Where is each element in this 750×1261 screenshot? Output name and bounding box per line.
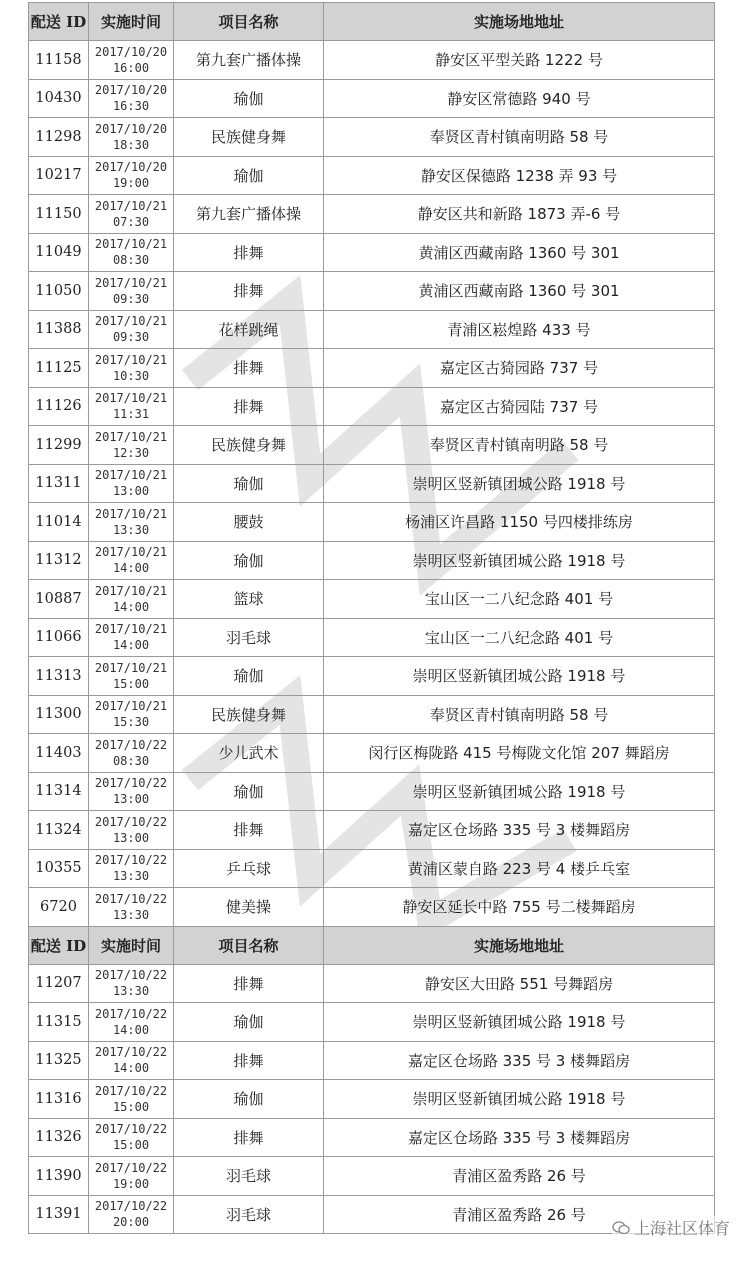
date-text: 2017/10/22	[94, 1083, 168, 1098]
time-cell	[89, 118, 174, 157]
time-cell	[89, 888, 174, 927]
address-cell: 静安区平型关路 1222 号	[324, 41, 715, 80]
address-cell: 静安区常德路 940 号	[324, 79, 715, 118]
date-text: 2017/10/21	[94, 545, 168, 560]
table-row	[29, 1041, 715, 1080]
date-text: 2017/10/21	[94, 237, 168, 252]
time-text: 13:30	[112, 869, 150, 884]
table-row	[29, 426, 715, 465]
time-text: 13:00	[112, 484, 150, 499]
table-row	[29, 888, 715, 927]
time-cell	[89, 41, 174, 80]
address-cell: 奉贤区青村镇南明路 58 号	[324, 426, 715, 465]
id-cell: 11312	[29, 541, 89, 580]
address-cell: 黄浦区西藏南路 1360 号 301	[324, 272, 715, 311]
id-cell: 10887	[29, 580, 89, 619]
time-text: 15:00	[112, 1099, 150, 1114]
header-project: 项目名称	[174, 926, 324, 964]
table-row	[29, 233, 715, 272]
project-cell: 民族健身舞	[174, 426, 324, 465]
address-cell: 黄浦区西藏南路 1360 号 301	[324, 233, 715, 272]
address-cell: 杨浦区许昌路 1150 号四楼排练房	[324, 503, 715, 542]
date-text: 2017/10/22	[94, 853, 168, 868]
address-cell: 崇明区竖新镇团城公路 1918 号	[324, 657, 715, 696]
source-watermark	[612, 1216, 730, 1239]
id-cell: 11158	[29, 41, 89, 80]
time-cell	[89, 310, 174, 349]
table-row	[29, 734, 715, 773]
wechat-icon	[612, 1221, 630, 1235]
project-cell: 第九套广播体操	[174, 195, 324, 234]
project-cell: 民族健身舞	[174, 695, 324, 734]
id-cell: 11150	[29, 195, 89, 234]
project-cell: 瑜伽	[174, 772, 324, 811]
table-row	[29, 580, 715, 619]
time-text: 13:30	[112, 984, 150, 999]
time-text: 16:30	[112, 99, 150, 114]
table-header-row	[29, 3, 715, 41]
id-cell: 10217	[29, 156, 89, 195]
time-text: 14:00	[112, 1061, 150, 1076]
time-cell	[89, 426, 174, 465]
address-cell: 奉贤区青村镇南明路 58 号	[324, 695, 715, 734]
table-row	[29, 349, 715, 388]
time-text: 15:00	[112, 1138, 150, 1153]
date-text: 2017/10/21	[94, 391, 168, 406]
date-text: 2017/10/20	[94, 44, 168, 59]
id-cell: 11391	[29, 1195, 89, 1234]
project-cell: 排舞	[174, 272, 324, 311]
time-cell	[89, 464, 174, 503]
id-cell: 11313	[29, 657, 89, 696]
header-time: 实施时间	[89, 3, 174, 41]
address-cell: 崇明区竖新镇团城公路 1918 号	[324, 772, 715, 811]
time-text: 14:00	[112, 638, 150, 653]
time-text: 19:00	[112, 176, 150, 191]
project-cell: 羽毛球	[174, 1157, 324, 1196]
table-row	[29, 79, 715, 118]
schedule-table	[28, 2, 715, 1234]
time-cell	[89, 233, 174, 272]
time-text: 16:00	[112, 60, 150, 75]
time-text: 15:30	[112, 715, 150, 730]
time-text: 08:30	[112, 253, 150, 268]
schedule-container	[28, 2, 714, 1234]
time-cell	[89, 79, 174, 118]
table-row	[29, 272, 715, 311]
id-cell: 11299	[29, 426, 89, 465]
address-cell: 黄浦区蒙自路 223 号 4 楼乒乓室	[324, 849, 715, 888]
table-row	[29, 1157, 715, 1196]
id-cell: 11325	[29, 1041, 89, 1080]
time-cell	[89, 1080, 174, 1119]
time-cell	[89, 1118, 174, 1157]
id-cell: 11300	[29, 695, 89, 734]
table-row	[29, 387, 715, 426]
time-cell	[89, 387, 174, 426]
time-cell	[89, 1003, 174, 1042]
address-cell: 静安区共和新路 1873 弄-6 号	[324, 195, 715, 234]
time-text: 08:30	[112, 753, 150, 768]
time-cell	[89, 272, 174, 311]
table-row	[29, 772, 715, 811]
address-cell: 闵行区梅陇路 415 号梅陇文化馆 207 舞蹈房	[324, 734, 715, 773]
table-row	[29, 310, 715, 349]
time-text: 13:30	[112, 907, 150, 922]
project-cell: 瑜伽	[174, 79, 324, 118]
id-cell: 11324	[29, 811, 89, 850]
id-cell: 10355	[29, 849, 89, 888]
date-text: 2017/10/20	[94, 160, 168, 175]
address-cell: 静安区延长中路 755 号二楼舞蹈房	[324, 888, 715, 927]
address-cell: 奉贤区青村镇南明路 58 号	[324, 118, 715, 157]
id-cell: 10430	[29, 79, 89, 118]
time-cell	[89, 503, 174, 542]
address-cell: 青浦区盈秀路 26 号	[324, 1195, 715, 1234]
time-cell	[89, 695, 174, 734]
time-cell	[89, 580, 174, 619]
project-cell: 腰鼓	[174, 503, 324, 542]
id-cell: 11403	[29, 734, 89, 773]
date-text: 2017/10/22	[94, 776, 168, 791]
address-cell: 嘉定区仓场路 335 号 3 楼舞蹈房	[324, 811, 715, 850]
id-cell: 11314	[29, 772, 89, 811]
date-text: 2017/10/21	[94, 352, 168, 367]
table-row	[29, 541, 715, 580]
time-cell	[89, 156, 174, 195]
date-text: 2017/10/21	[94, 468, 168, 483]
address-cell: 崇明区竖新镇团城公路 1918 号	[324, 541, 715, 580]
address-cell: 宝山区一二八纪念路 401 号	[324, 618, 715, 657]
project-cell: 排舞	[174, 349, 324, 388]
address-cell: 静安区保德路 1238 弄 93 号	[324, 156, 715, 195]
date-text: 2017/10/21	[94, 198, 168, 213]
table-row	[29, 618, 715, 657]
table-row	[29, 118, 715, 157]
date-text: 2017/10/20	[94, 121, 168, 136]
project-cell: 乒乓球	[174, 849, 324, 888]
address-cell: 嘉定区仓场路 335 号 3 楼舞蹈房	[324, 1118, 715, 1157]
time-cell	[89, 195, 174, 234]
time-cell	[89, 1157, 174, 1196]
id-cell: 11126	[29, 387, 89, 426]
project-cell: 排舞	[174, 233, 324, 272]
project-cell: 排舞	[174, 811, 324, 850]
address-cell: 青浦区盈秀路 26 号	[324, 1157, 715, 1196]
date-text: 2017/10/22	[94, 968, 168, 983]
table-row	[29, 156, 715, 195]
project-cell: 瑜伽	[174, 1003, 324, 1042]
time-text: 14:00	[112, 1022, 150, 1037]
project-cell: 瑜伽	[174, 541, 324, 580]
time-text: 20:00	[112, 1215, 150, 1230]
project-cell: 瑜伽	[174, 464, 324, 503]
project-cell: 花样跳绳	[174, 310, 324, 349]
project-cell: 瑜伽	[174, 1080, 324, 1119]
table-row	[29, 657, 715, 696]
date-text: 2017/10/21	[94, 314, 168, 329]
time-cell	[89, 811, 174, 850]
id-cell: 11066	[29, 618, 89, 657]
time-cell	[89, 964, 174, 1003]
table-row	[29, 195, 715, 234]
time-cell	[89, 541, 174, 580]
address-cell: 嘉定区古猗园路 737 号	[324, 349, 715, 388]
time-text: 15:00	[112, 676, 150, 691]
project-cell: 排舞	[174, 1041, 324, 1080]
header-id: 配送 ID	[29, 3, 89, 41]
id-cell: 11315	[29, 1003, 89, 1042]
time-cell	[89, 1195, 174, 1234]
header-address: 实施场地地址	[324, 926, 715, 964]
time-text: 10:30	[112, 368, 150, 383]
time-cell	[89, 772, 174, 811]
project-cell: 篮球	[174, 580, 324, 619]
header-project: 项目名称	[174, 3, 324, 41]
table-header-repeat	[29, 926, 715, 964]
time-text: 14:00	[112, 561, 150, 576]
watermark-text: 上海社区体育	[633, 1219, 730, 1238]
id-cell: 11326	[29, 1118, 89, 1157]
date-text: 2017/10/22	[94, 1199, 168, 1214]
time-text: 13:30	[112, 522, 150, 537]
date-text: 2017/10/22	[94, 1122, 168, 1137]
project-cell: 第九套广播体操	[174, 41, 324, 80]
id-cell: 11207	[29, 964, 89, 1003]
table-row	[29, 464, 715, 503]
project-cell: 健美操	[174, 888, 324, 927]
id-cell: 6720	[29, 888, 89, 927]
time-text: 09:30	[112, 291, 150, 306]
header-address: 实施场地地址	[324, 3, 715, 41]
id-cell: 11390	[29, 1157, 89, 1196]
header-id: 配送 ID	[29, 926, 89, 964]
time-cell	[89, 349, 174, 388]
table-row	[29, 41, 715, 80]
table-row	[29, 1118, 715, 1157]
table-row	[29, 1003, 715, 1042]
address-cell: 崇明区竖新镇团城公路 1918 号	[324, 464, 715, 503]
address-cell: 嘉定区古猗园陆 737 号	[324, 387, 715, 426]
project-cell: 羽毛球	[174, 618, 324, 657]
date-text: 2017/10/22	[94, 891, 168, 906]
id-cell: 11316	[29, 1080, 89, 1119]
header-time: 实施时间	[89, 926, 174, 964]
time-text: 12:30	[112, 445, 150, 460]
address-cell: 崇明区竖新镇团城公路 1918 号	[324, 1080, 715, 1119]
project-cell: 瑜伽	[174, 657, 324, 696]
date-text: 2017/10/21	[94, 660, 168, 675]
time-text: 11:31	[112, 407, 150, 422]
address-cell: 宝山区一二八纪念路 401 号	[324, 580, 715, 619]
address-cell: 嘉定区仓场路 335 号 3 楼舞蹈房	[324, 1041, 715, 1080]
address-cell: 静安区大田路 551 号舞蹈房	[324, 964, 715, 1003]
time-cell	[89, 1041, 174, 1080]
date-text: 2017/10/21	[94, 583, 168, 598]
table-row	[29, 1080, 715, 1119]
date-text: 2017/10/21	[94, 429, 168, 444]
time-text: 13:00	[112, 830, 150, 845]
time-cell	[89, 657, 174, 696]
id-cell: 11125	[29, 349, 89, 388]
date-text: 2017/10/21	[94, 699, 168, 714]
time-text: 07:30	[112, 214, 150, 229]
table-row	[29, 503, 715, 542]
project-cell: 排舞	[174, 387, 324, 426]
id-cell: 11049	[29, 233, 89, 272]
address-cell: 青浦区崧煌路 433 号	[324, 310, 715, 349]
time-cell	[89, 618, 174, 657]
time-text: 13:00	[112, 792, 150, 807]
table-row	[29, 811, 715, 850]
time-text: 14:00	[112, 599, 150, 614]
date-text: 2017/10/22	[94, 814, 168, 829]
time-text: 18:30	[112, 137, 150, 152]
date-text: 2017/10/22	[94, 1006, 168, 1021]
table-body	[29, 964, 715, 1234]
project-cell: 民族健身舞	[174, 118, 324, 157]
project-cell: 羽毛球	[174, 1195, 324, 1234]
project-cell: 排舞	[174, 1118, 324, 1157]
id-cell: 11388	[29, 310, 89, 349]
table-header-row	[29, 926, 715, 964]
address-cell: 崇明区竖新镇团城公路 1918 号	[324, 1003, 715, 1042]
time-cell	[89, 734, 174, 773]
date-text: 2017/10/22	[94, 737, 168, 752]
table-row	[29, 695, 715, 734]
project-cell: 瑜伽	[174, 156, 324, 195]
table-row	[29, 964, 715, 1003]
date-text: 2017/10/22	[94, 1160, 168, 1175]
id-cell: 11298	[29, 118, 89, 157]
table-row	[29, 849, 715, 888]
date-text: 2017/10/22	[94, 1045, 168, 1060]
id-cell: 11014	[29, 503, 89, 542]
table-body	[29, 41, 715, 927]
date-text: 2017/10/21	[94, 506, 168, 521]
date-text: 2017/10/21	[94, 275, 168, 290]
time-text: 09:30	[112, 330, 150, 345]
id-cell: 11311	[29, 464, 89, 503]
project-cell: 少儿武术	[174, 734, 324, 773]
date-text: 2017/10/21	[94, 622, 168, 637]
id-cell: 11050	[29, 272, 89, 311]
project-cell: 排舞	[174, 964, 324, 1003]
time-text: 19:00	[112, 1176, 150, 1191]
time-cell	[89, 849, 174, 888]
date-text: 2017/10/20	[94, 83, 168, 98]
